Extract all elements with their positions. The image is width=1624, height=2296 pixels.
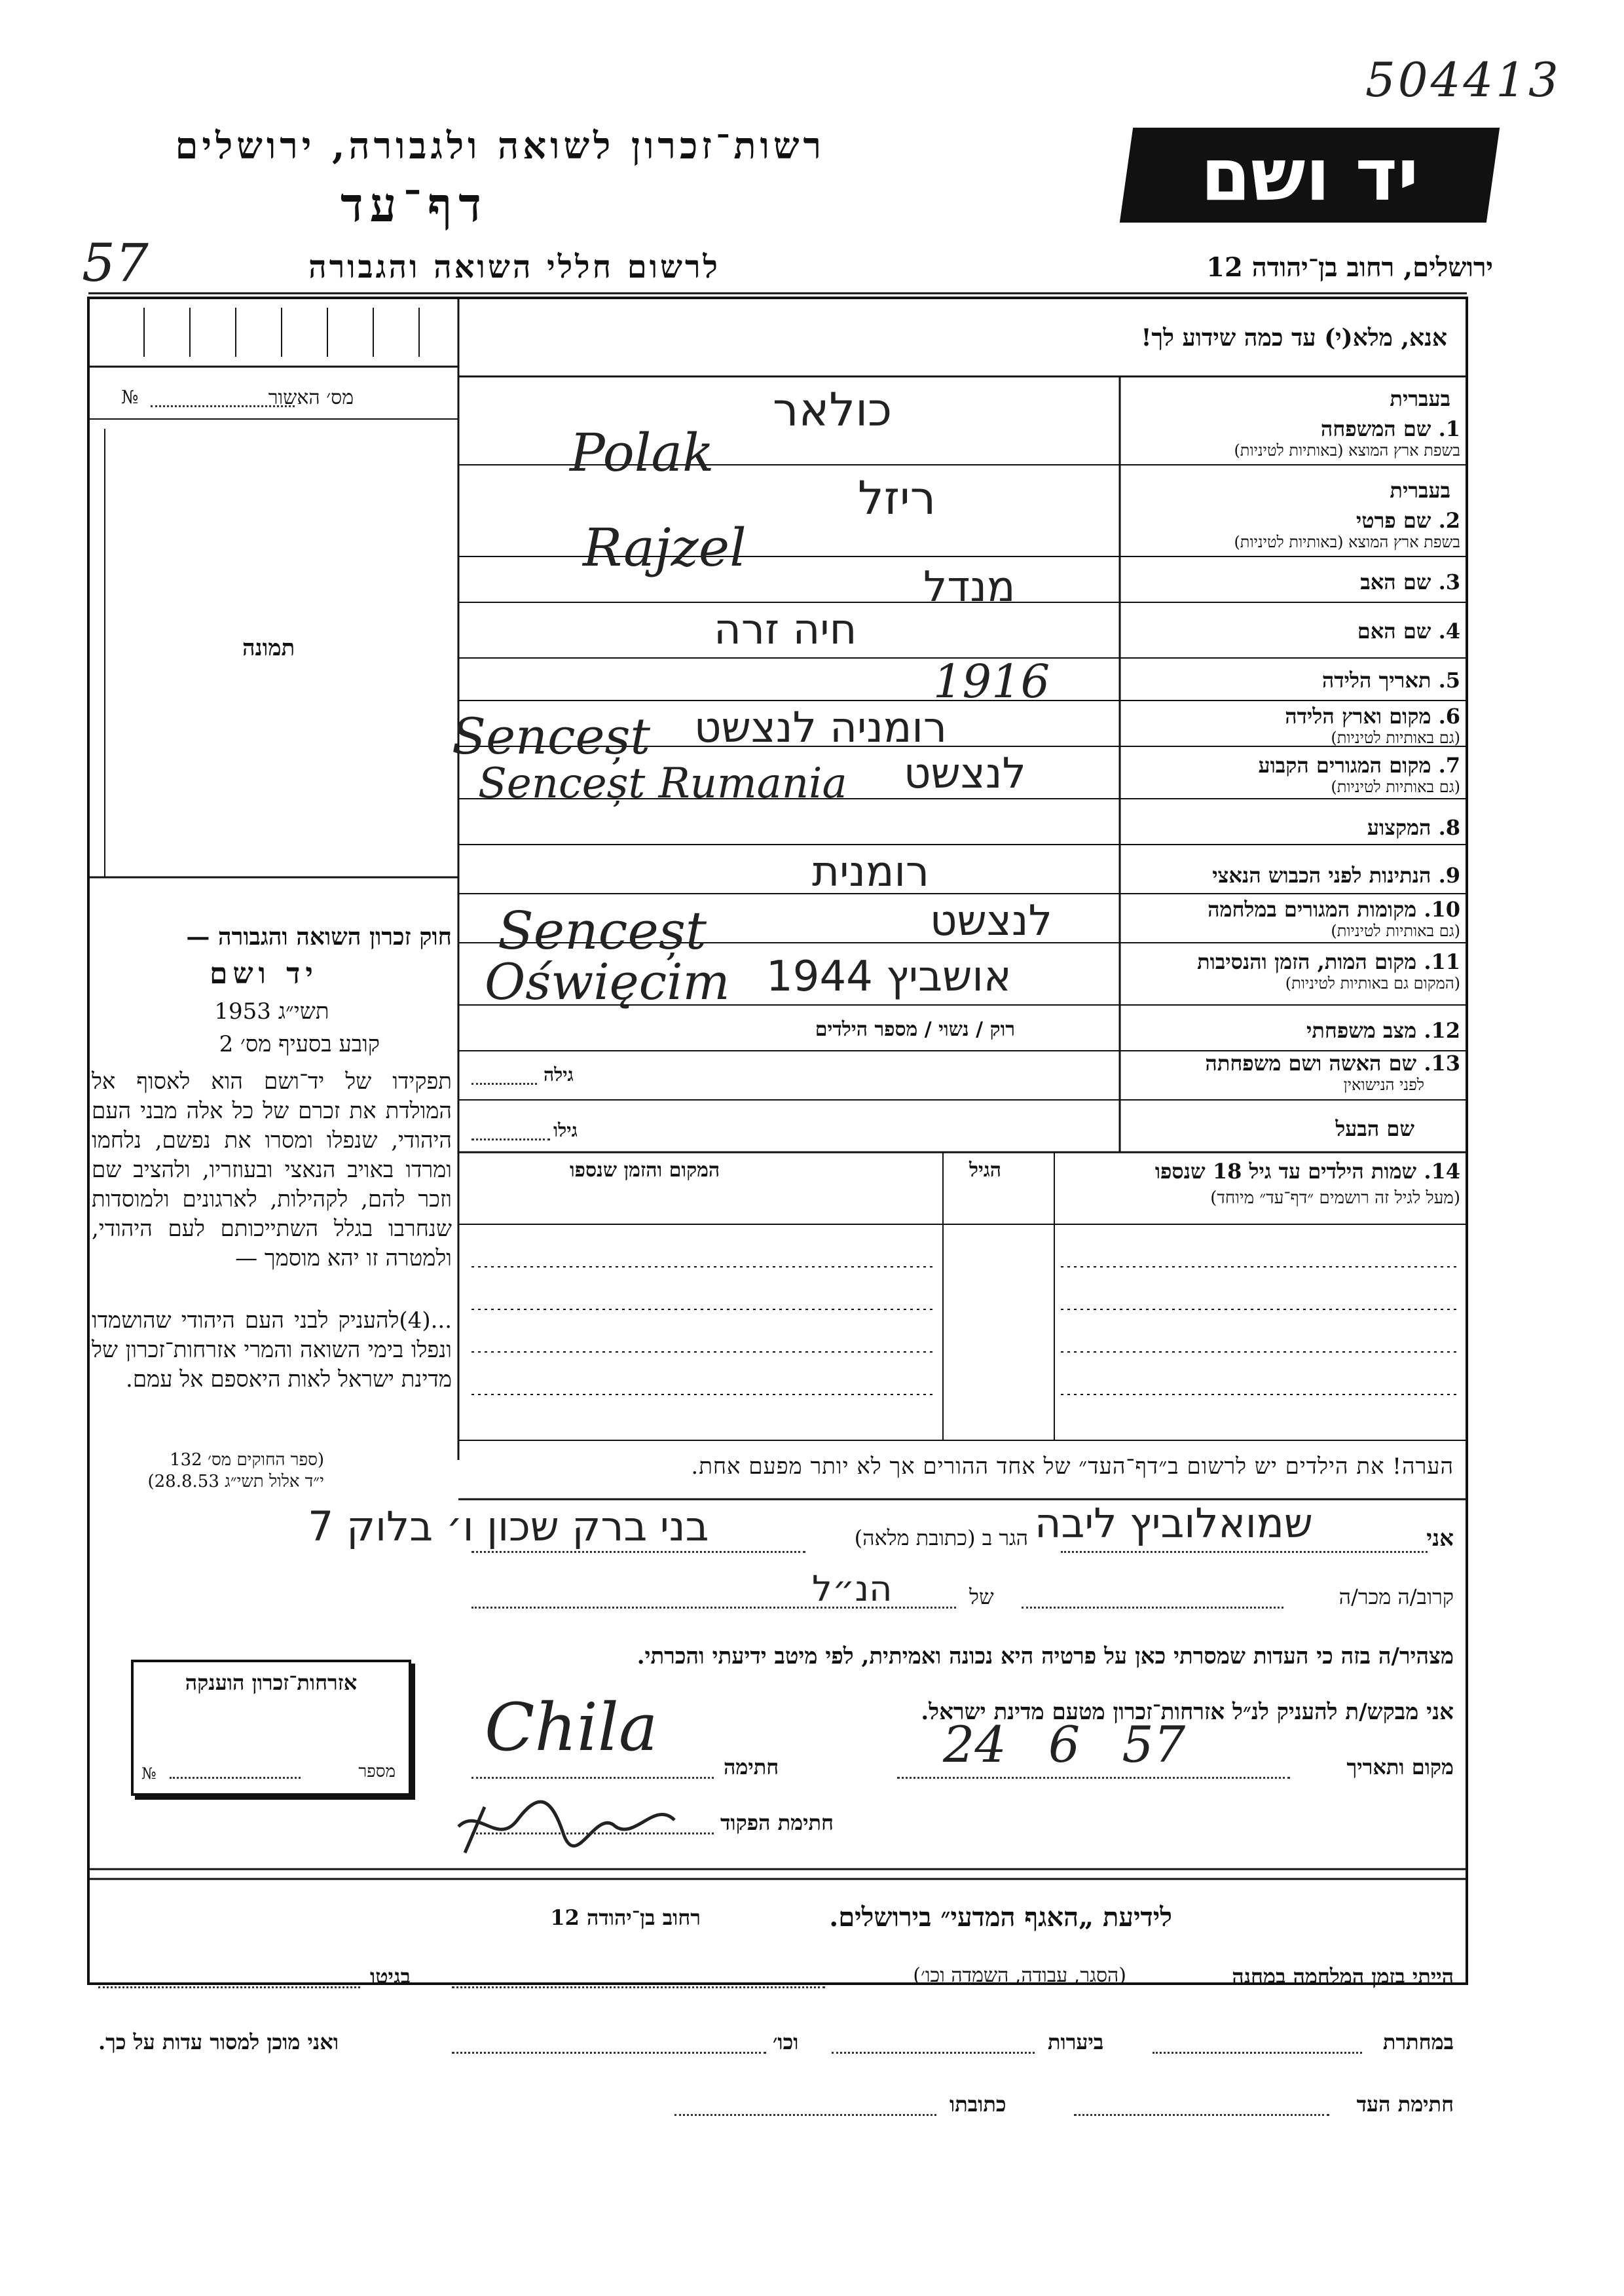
footer-line2-b: ביערות xyxy=(1048,2030,1104,2054)
field-4 xyxy=(1357,619,1460,644)
field-13 xyxy=(1205,1051,1460,1095)
value-birthplace-lat: Senceșt xyxy=(452,707,651,765)
witness-relation-label: קרוב/ה מכר/ה xyxy=(1338,1584,1454,1609)
witness-address-value: בני ברק שכון ו׳ בלוק 7 xyxy=(308,1503,709,1550)
law-title: חוק זכרון השואה והגבורה — xyxy=(186,923,452,951)
field-3-num: 3. xyxy=(1438,570,1460,594)
witness-residing-label: הגר ב (כתובת מלאה) xyxy=(854,1525,1028,1550)
officer-label: חתימת הפקוד xyxy=(720,1810,834,1835)
age-label: גילה xyxy=(544,1064,574,1085)
archive-number: 504413 xyxy=(1365,52,1561,107)
form-title: דף־עד xyxy=(341,177,488,232)
law-year-he: תשי״ג xyxy=(278,998,329,1025)
form-mark: 57 xyxy=(82,232,149,293)
footer-line3-b: כתובתו xyxy=(950,2092,1006,2117)
field-1-num: 1. xyxy=(1438,416,1460,441)
field-10-sub: (גם באותיות לטיניות) xyxy=(1331,922,1460,940)
field-8-label: המקצוע xyxy=(1367,815,1431,840)
remark: הערה! את הילדים יש לרשום ב״דף־העד״ של אחד ההורים אך לא יותר מפעם אחת. xyxy=(691,1453,1454,1480)
citizenship-box-title: אזרחות־זכרון הוענקה xyxy=(185,1670,358,1695)
value-mother: חיה זרה xyxy=(714,606,857,654)
field-5 xyxy=(1322,668,1460,693)
field-10-label: מקומות המגורים במלחמה xyxy=(1208,897,1417,922)
field-12 xyxy=(1306,1018,1460,1043)
cert-number-field[interactable] xyxy=(151,403,295,407)
witness-of-label: של xyxy=(969,1584,994,1609)
footer-line3-a: חתימת העד xyxy=(1356,2092,1454,2117)
photo-label: תמונה xyxy=(242,635,295,661)
footer-line2-d: ואני מוכן למסור עדות על כך. xyxy=(98,2030,339,2054)
footer-line2-c: וכו׳ xyxy=(773,2030,799,2054)
org-line: רשות־זכרון לשואה ולגבורה, ירושלים xyxy=(175,124,825,168)
field-10-num: 10. xyxy=(1424,897,1460,922)
citizenship-no-mark: № xyxy=(141,1764,157,1783)
law-clause: ...(4)להעניק לבני העם היהודי שהושמדו ונפלו בימי השואה והמרי אזרחות־זכרון של מדינת ישראל לאות היאספם אל עמם. xyxy=(92,1307,452,1393)
witness-name-field[interactable] xyxy=(1061,1548,1428,1553)
officer-signature xyxy=(445,1781,707,1866)
place-date-label: מקום ותאריך xyxy=(1346,1755,1454,1779)
witness-relation-field[interactable] xyxy=(1022,1604,1283,1609)
law-year-line xyxy=(206,998,337,1025)
field-11-sub: (המקום גם באותיות לטיניות) xyxy=(1285,974,1460,993)
law-text: תפקידו של יד־ושם הוא לאסוף אל המולדת את זכרם של כל אלה מבני העם היהודי, שנפלו ומסרו את נפשם, נלחמו ומרדו באויב הנאצי ובעוזריו, ולהציב שם וזכר להם, לקהילות, לארגונים ולמוסדות שנחרבו בגלל השתייכותם לעם היהודי, ולמטרה זו יהא מוסמך — xyxy=(92,1068,452,1271)
law-ref2: י״ד אלול תשי״ג 28.8.53) xyxy=(147,1472,324,1491)
witness-declaration: מצהיר/ה בזה כי העדות שמסרתי כאן על פרטיה היא נכונה ואמיתית, לפי מיטב ידיעתי והכרתי. xyxy=(637,1643,1454,1669)
field-8 xyxy=(1367,815,1460,840)
field-12-num: 12. xyxy=(1424,1018,1460,1043)
field-9-num: 9. xyxy=(1438,863,1460,888)
footer-forest-field[interactable] xyxy=(832,2049,1035,2054)
field-2 xyxy=(1153,478,1460,552)
field-7 xyxy=(1258,753,1460,797)
field-9 xyxy=(1212,863,1460,888)
citizenship-no-field[interactable] xyxy=(170,1774,301,1779)
value-death-he: אושביץ 1944 xyxy=(766,953,1012,1001)
field-7-label: מקום המגורים הקבוע xyxy=(1258,753,1431,778)
footer-address-field[interactable] xyxy=(674,2111,936,2116)
date-value: 24 6 57 xyxy=(943,1715,1186,1774)
value-nationality: רומנית xyxy=(812,848,930,896)
field-10 xyxy=(1208,897,1460,941)
law-name: יד ושם xyxy=(210,957,318,991)
field-6-label: מקום וארץ הלידה xyxy=(1285,704,1431,729)
value-death-lat: Oświęcim xyxy=(485,953,730,1011)
witness-relation-value: הנ״ל xyxy=(812,1568,893,1609)
marital-options: רוק / נשוי / מספר הילדים xyxy=(815,1018,1015,1041)
value-wartime-he: לנצשט xyxy=(930,897,1052,945)
law-ref1: (ספר החוקים מס׳ 132 xyxy=(170,1450,324,1470)
footer-title: לידיעת „האגף המדעי״ בירושלים. xyxy=(829,1902,1172,1933)
field-5-num: 5. xyxy=(1438,668,1460,693)
value-surname-he: כולאר xyxy=(773,383,893,437)
field-1-label: שם המשפחה xyxy=(1320,416,1431,441)
field-13-sub: לפני הנישואין xyxy=(1343,1076,1424,1094)
signature-label: חתימה xyxy=(724,1755,779,1779)
field-8-num: 8. xyxy=(1438,815,1460,840)
value-wartime-lat: Senceșt xyxy=(498,900,707,961)
field-11 xyxy=(1197,949,1460,993)
value-surname-lat: Polak xyxy=(570,422,714,483)
field-3-label: שם האב xyxy=(1360,570,1431,594)
footer-line1-b: (הסגר, עבודה, השמדה וכו׳) xyxy=(913,1964,1126,1987)
field-2-sub: בשפת ארץ המוצא (באותיות לטיניות) xyxy=(1234,533,1460,551)
value-father: מנדל xyxy=(923,563,1016,611)
field-4-num: 4. xyxy=(1438,619,1460,644)
footer-etc-field[interactable] xyxy=(452,2049,766,2054)
law-section: קובע בסעיף מס׳ 2 xyxy=(219,1031,380,1057)
value-residence-lat: Senceșt Rumania xyxy=(478,759,847,808)
children-col-place: המקום והזמן שנספו xyxy=(570,1159,720,1182)
footer-underground-field[interactable] xyxy=(1153,2049,1362,2054)
footer-line1-c: בגיטו xyxy=(370,1964,411,1989)
field-2-label: שם פרטי xyxy=(1356,508,1431,533)
field-1-sub: בשפת ארץ המוצא (באותיות לטיניות) xyxy=(1234,441,1460,460)
subtitle: לרשום חללי השואה והגבורה xyxy=(308,249,720,285)
field-5-label: תאריך הלידה xyxy=(1321,668,1431,693)
header-address: ירושלים, רחוב בן־יהודה 12 xyxy=(1206,252,1493,283)
field-13-num: 13. xyxy=(1424,1051,1460,1076)
field-2-num: 2. xyxy=(1438,508,1460,533)
field-11-label: מקום המות, הזמן והנסיבות xyxy=(1197,949,1417,974)
field-13-label: שם האשה ושם משפחתה xyxy=(1205,1051,1417,1076)
value-birth-date: 1916 xyxy=(933,655,1050,708)
instruction: אנא, מלא(י) עד כמה שידוע לך! xyxy=(1141,324,1447,352)
field-11-num: 11. xyxy=(1424,949,1460,974)
cert-label: מס׳ האשור xyxy=(268,386,354,409)
field-1 xyxy=(1153,386,1460,460)
age-field[interactable] xyxy=(471,1080,537,1085)
age-field-2[interactable] xyxy=(471,1136,550,1140)
witness-i-label: אני xyxy=(1426,1525,1454,1552)
field-12-label: מצב משפחתי xyxy=(1306,1018,1417,1043)
value-given-lat: Rajzel xyxy=(583,517,747,578)
citizenship-box xyxy=(131,1660,411,1796)
signature-field[interactable] xyxy=(471,1774,714,1779)
witness-request: אני מבקש/ת להעניק לנ״ל אזרחות־זכרון מטעם מדינת ישראל. xyxy=(921,1699,1454,1725)
place-date-field[interactable] xyxy=(897,1774,1290,1779)
law-year: 1953 xyxy=(214,998,271,1025)
value-residence-he: לנצשט xyxy=(904,750,1026,798)
footer-line1-field[interactable] xyxy=(452,1984,825,1988)
footer-line1-a: הייתי בזמן המלחמה במחנה xyxy=(1232,1964,1454,1989)
footer-address: רחוב בן־יהודה 12 xyxy=(550,1905,701,1930)
field-9-label: הנתינות לפני הכבוש הנאצי xyxy=(1212,863,1431,888)
field-6 xyxy=(1285,704,1460,748)
logo-text: יד ושם xyxy=(1200,133,1419,217)
value-birthplace-he: רומניה לנצשט xyxy=(694,704,947,752)
field-7-sub: (גם באותיות לטיניות) xyxy=(1331,778,1460,796)
field-2-lang: בעברית xyxy=(1390,478,1450,503)
field-4-label: שם האם xyxy=(1357,619,1431,644)
children-note: (מעל לגיל זה רושמים ״דף־עד״ מיוחד) xyxy=(1210,1188,1460,1208)
field-7-num: 7. xyxy=(1438,753,1460,778)
children-num: 14. xyxy=(1424,1159,1460,1184)
witness-name-value: שמואלוביץ ליבה xyxy=(1035,1499,1313,1547)
field-6-sub: (גם באותיות לטיניות) xyxy=(1331,729,1460,747)
value-given-he: ריזל xyxy=(858,471,936,525)
husband-label: שם הבעל xyxy=(1335,1116,1414,1141)
cert-no-mark: № xyxy=(121,386,139,408)
citizenship-no-label: מספר xyxy=(358,1762,396,1781)
children-title-text: שמות הילדים עד גיל 18 שנספו xyxy=(1154,1159,1417,1184)
children-title xyxy=(1155,1159,1460,1184)
footer-signature-field[interactable] xyxy=(1074,2111,1329,2116)
field-3 xyxy=(1360,570,1460,594)
footer-ghetto-field[interactable] xyxy=(98,1984,360,1988)
age-label-2: גילו xyxy=(553,1120,578,1141)
field-1-lang: בעברית xyxy=(1390,386,1450,411)
field-6-num: 6. xyxy=(1438,704,1460,729)
signature-value: Chila xyxy=(485,1689,658,1766)
children-col-age: הגיל xyxy=(969,1159,1002,1182)
footer-line2-a: במחתרת xyxy=(1382,2030,1454,2054)
